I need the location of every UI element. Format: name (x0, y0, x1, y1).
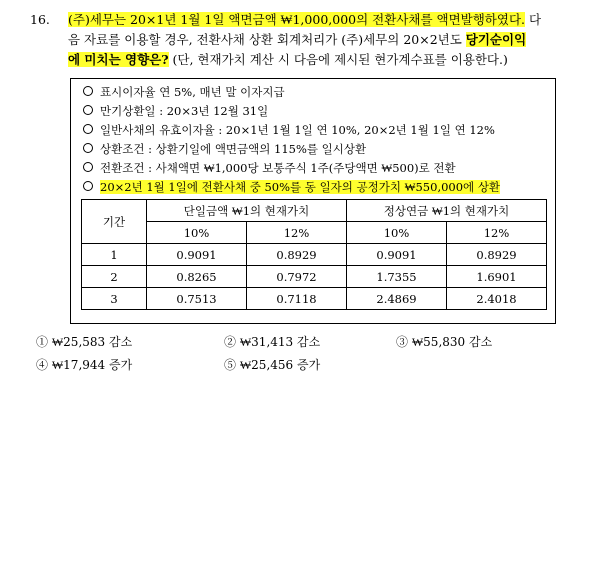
table-header-rate: 12% (447, 222, 547, 244)
circle-bullet-icon (83, 105, 93, 115)
condition-item: 표시이자율 연 5%, 매년 말 이자지급 (83, 84, 285, 100)
table-row: 3 0.7513 0.7118 2.4869 2.4018 (82, 288, 547, 310)
choice-3[interactable]: ③ ₩55,830 감소 (396, 335, 493, 349)
condition-item-highlighted: 20×2년 1월 1일에 전환사채 중 50%를 동 일자의 공정가치 ₩550,000에 상환 (83, 179, 500, 195)
table-header-period: 기간 (82, 200, 147, 244)
condition-item: 전환조건 : 사채액면 ₩1,000당 보통주식 1주(주당액면 ₩500)로 전환 (83, 160, 456, 176)
question-text-1: 다 (525, 12, 542, 27)
condition-item: 일반사채의 유효이자율 : 20×1년 1월 1일 연 10%, 20×2년 1월 1일 연 12% (83, 122, 495, 138)
circle-bullet-icon (83, 86, 93, 96)
present-value-table (81, 199, 547, 310)
circle-bullet-icon (83, 162, 93, 172)
choice-2[interactable]: ② ₩31,413 감소 (224, 335, 321, 349)
condition-item: 상환조건 : 상환기일에 액면금액의 115%를 일시상환 (83, 141, 366, 157)
table-header-rate: 10% (147, 222, 247, 244)
data-box (70, 78, 556, 324)
question-highlight-1: (주)세무는 20×1년 1월 1일 액면금액 ₩1,000,000의 전환사채를 액면발행하였다. (68, 12, 525, 27)
table-header-rate: 10% (347, 222, 447, 244)
question-text-3: (단, 현재가치 계산 시 다음에 제시된 현가계수표를 이용한다.) (168, 52, 508, 67)
question-number: 16. (30, 12, 50, 27)
choice-5[interactable]: ⑤ ₩25,456 증가 (224, 358, 321, 372)
circle-bullet-icon (83, 124, 93, 134)
table-row: 1 0.9091 0.8929 0.9091 0.8929 (82, 244, 547, 266)
question-highlight-2: 당기순이익 (465, 32, 527, 47)
table-header-rate: 12% (247, 222, 347, 244)
table-row: 2 0.8265 0.7972 1.7355 1.6901 (82, 266, 547, 288)
table-header-group1: 단일금액 ₩1의 현재가치 (147, 200, 347, 222)
question-text-2: 음 자료를 이용할 경우, 전환사채 상환 회계처리가 (주)세무의 20×2년도 (68, 32, 466, 47)
circle-bullet-icon (83, 181, 93, 191)
choice-4[interactable]: ④ ₩17,944 증가 (36, 358, 133, 372)
question-highlight-3: 에 미치는 영향은? (68, 52, 169, 67)
circle-bullet-icon (83, 143, 93, 153)
choice-1[interactable]: ① ₩25,583 감소 (36, 335, 133, 349)
table-header-group2: 정상연금 ₩1의 현재가치 (347, 200, 547, 222)
condition-item: 만기상환일 : 20×3년 12월 31일 (83, 103, 268, 119)
